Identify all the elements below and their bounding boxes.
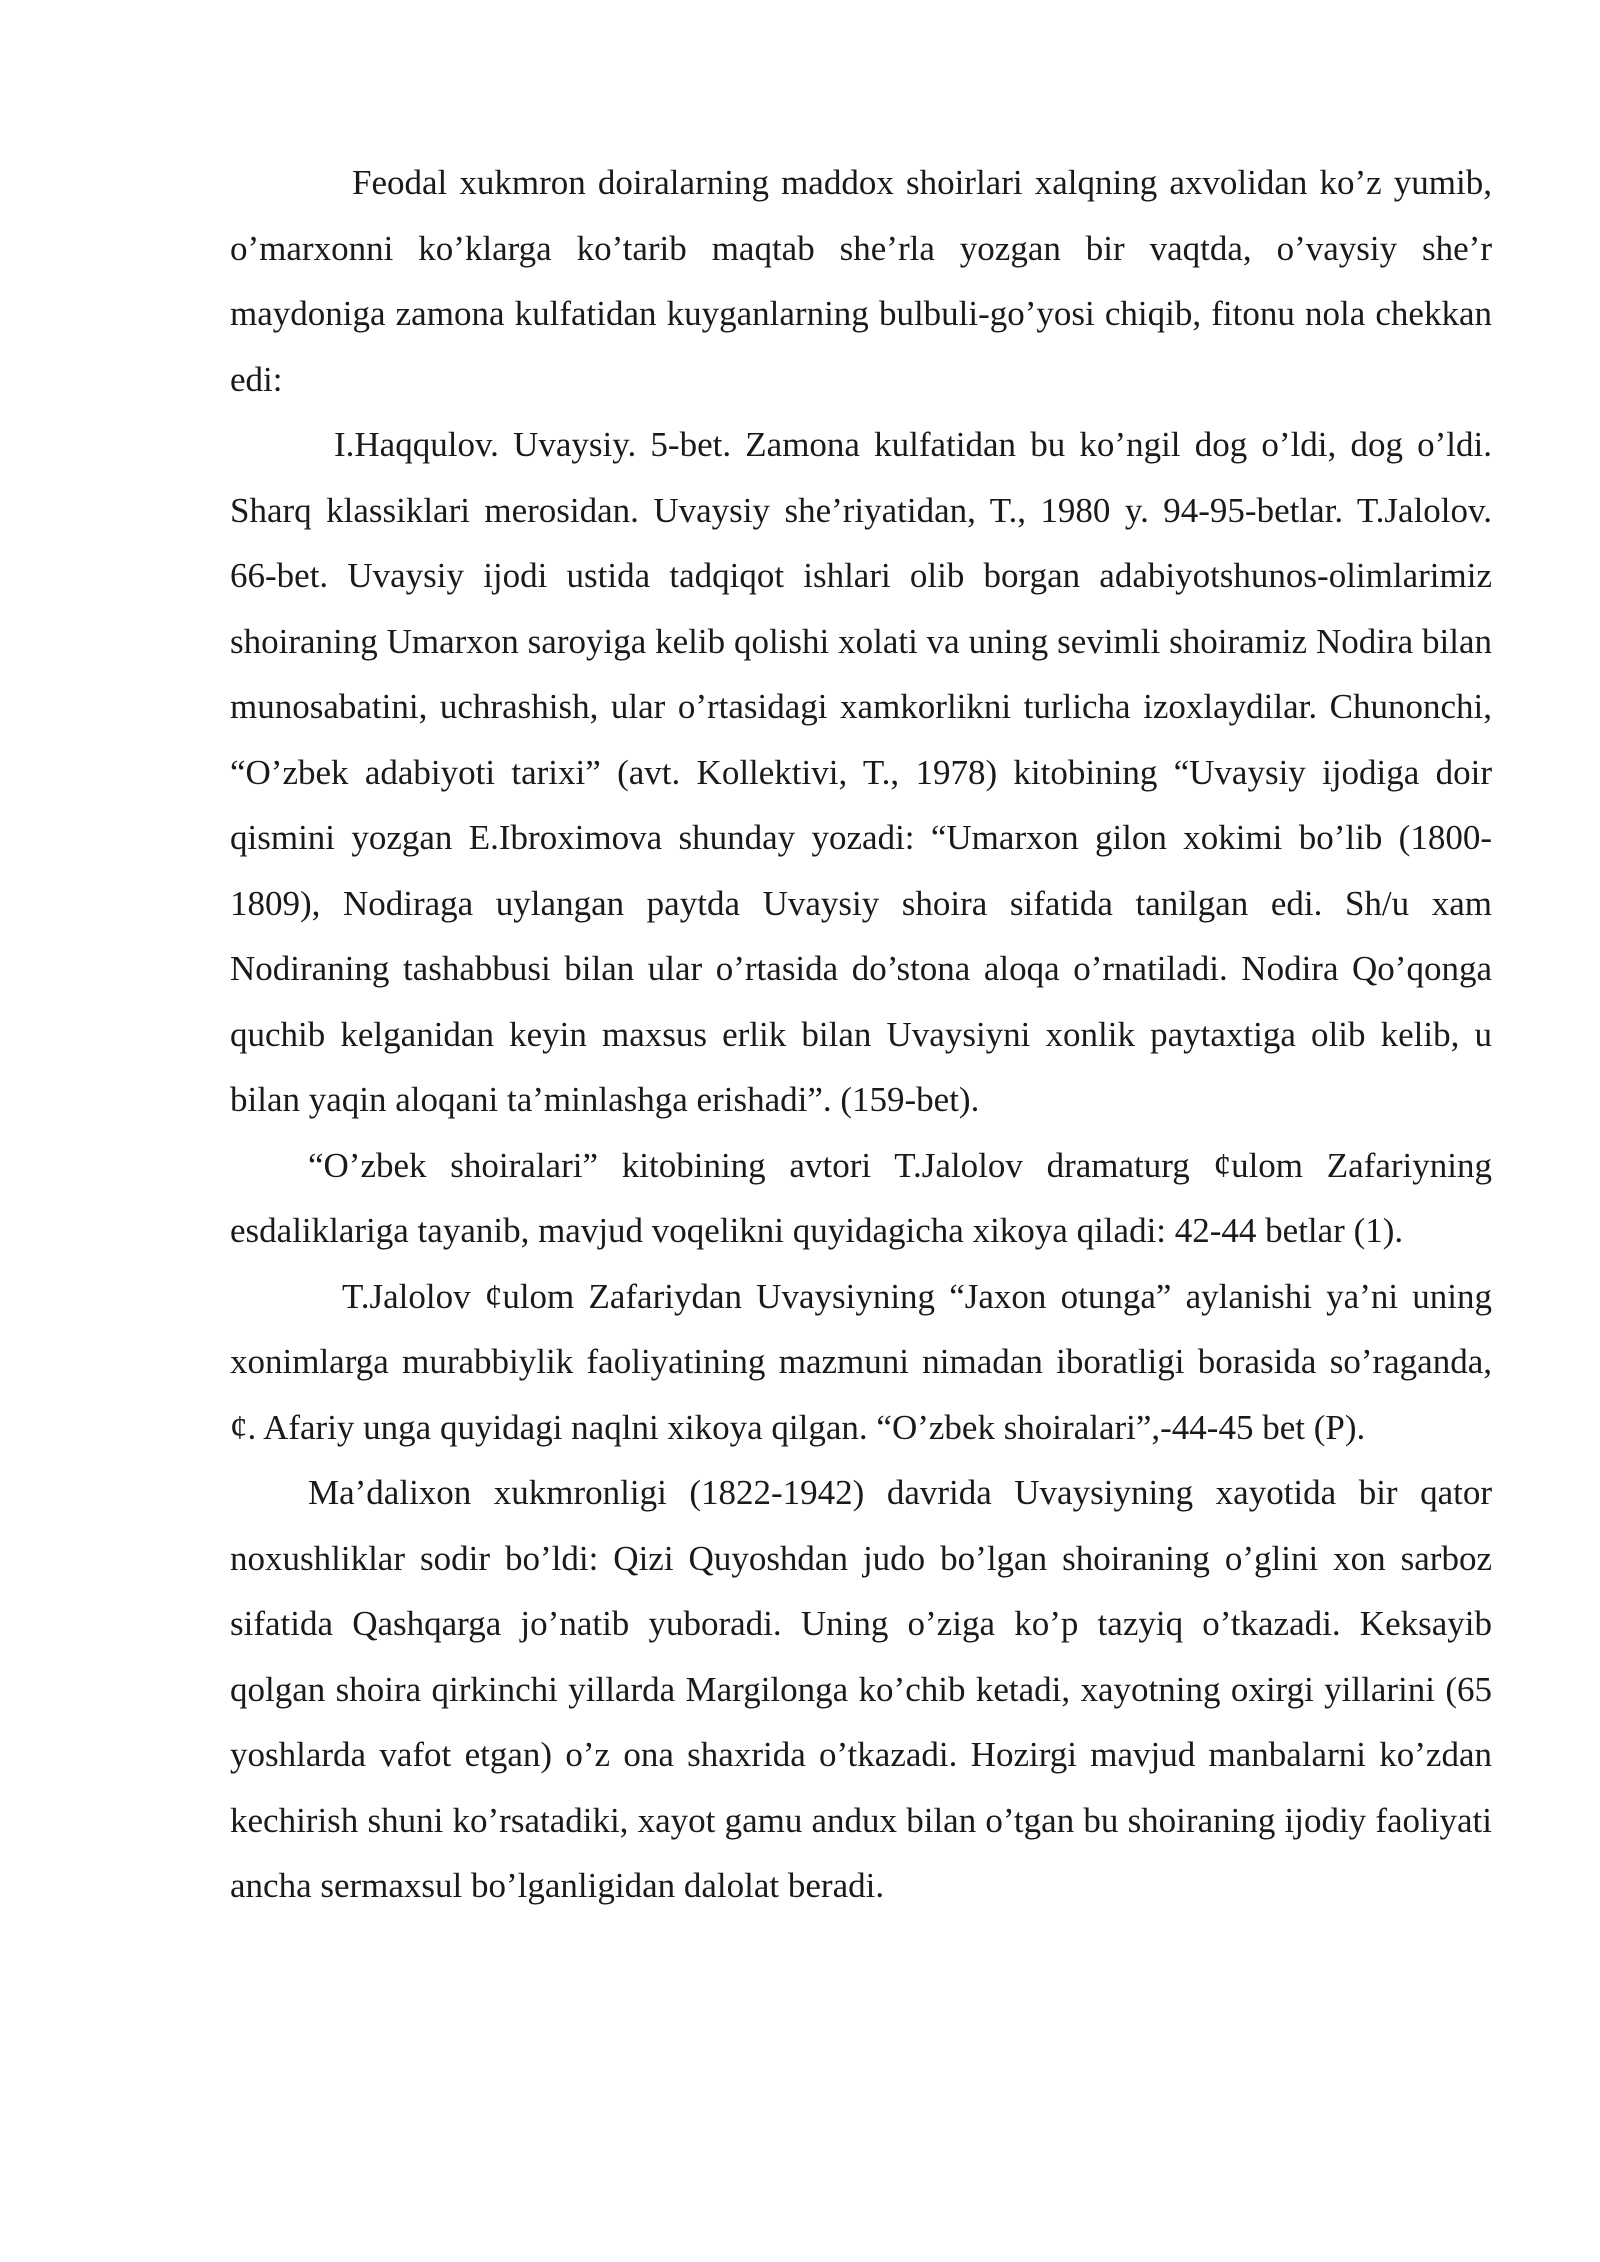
- paragraph-haqqulov: I.Haqqulov. Uvaysiy. 5-bet. Zamona kulfatidan bu ko’ngil dog o’ldi, dog o’ldi. Sharq klassiklari merosidan. Uvaysiy she’riyatidan, T., 1980 y. 94-95-betlar. T.Jalolov. 66-bet. Uvaysiy ijodi ustida tadqiqot ishlari olib borgan adabiyotshunos-olimlarimiz shoiraning Umarxon saroyiga kelib qolishi xolati va uning sevimli shoiramiz Nodira bilan munosabatini, uchrashish, ular o’rtasidagi xamkorlikni turlicha izoxlaydilar. Chunonchi, “O’zbek adabiyoti tarixi” (avt. Kollektivi, T., 1978) kitobining “Uvaysiy ijodiga doir qismini yozgan E.Ibroximova shunday yozadi: “Umarxon gilon xokimi bo’lib (1800-1809), Nodiraga uylangan paytda Uvaysiy shoira sifatida tanilgan edi. Sh/u xam Nodiraning tashabbusi bilan ular o’rtasida do’stona aloqa o’rnatiladi. Nodira Qo’qonga quchib kelganidan keyin maxsus erlik bilan Uvaysiyni xonlik paytaxtiga olib kelib, u bilan yaqin aloqani ta’minlashga erishadi”. (159-bet).: [230, 425, 1492, 1119]
- paragraph-jalolov: T.Jalolov ¢ulom Zafariydan Uvaysiyning “Jaxon otunga” aylanishi ya’ni uning xonimlarga murabbiylik faoliyatining mazmuni nimadan iboratligi borasida so’raganda, ¢. Afariy unga quyidagi naqlni xikoya qilgan. “O’zbek shoiralari”,-44-45 bet (P).: [230, 1276, 1492, 1447]
- paragraph-madalixon: Ma’dalixon xukmronligi (1822-1942) davrida Uvaysiyning xayotida bir qator noxushliklar sodir bo’ldi: Qizi Quyoshdan judo bo’lgan shoiraning o’glini xon sarboz sifatida Qashqarga jo’natib yuboradi. Uning o’ziga ko’p tazyiq o’tkazadi. Keksayib qolgan shoira qirkinchi yillarda Margilonga ko’chib ketadi, xayotning oxirgi yillarini (65 yoshlarda vafot etgan) o’z ona shaxrida o’tkazadi. Hozirgi mavjud manbalarni ko’zdan kechirish shuni ko’rsatadiki, xayot gamu andux bilan o’tgan bu shoiraning ijodiy faoliyati ancha sermaxsul bo’lganligidan dalolat beradi.: [230, 1473, 1492, 1905]
- paragraph-feodal: Feodal xukmron doiralarning maddox shoirlari xalqning axvolidan ko’z yumib, o’marxonni ko’klarga ko’tarib maqtab she’rla yozgan bir vaqtda, o’vaysiy she’r maydoniga zamona kulfatidan kuyganlarning bulbuli-go’yosi chiqib, fitonu nola chekkan edi:: [230, 163, 1492, 399]
- document-page: [230, 150, 1492, 1919]
- paragraph-ozbek-shoiralari: “O’zbek shoiralari” kitobining avtori T.Jalolov dramaturg ¢ulom Zafariyning esdaliklariga tayanib, mavjud voqelikni quyidagicha xikoya qiladi: 42-44 betlar (1).: [230, 1145, 1492, 1250]
